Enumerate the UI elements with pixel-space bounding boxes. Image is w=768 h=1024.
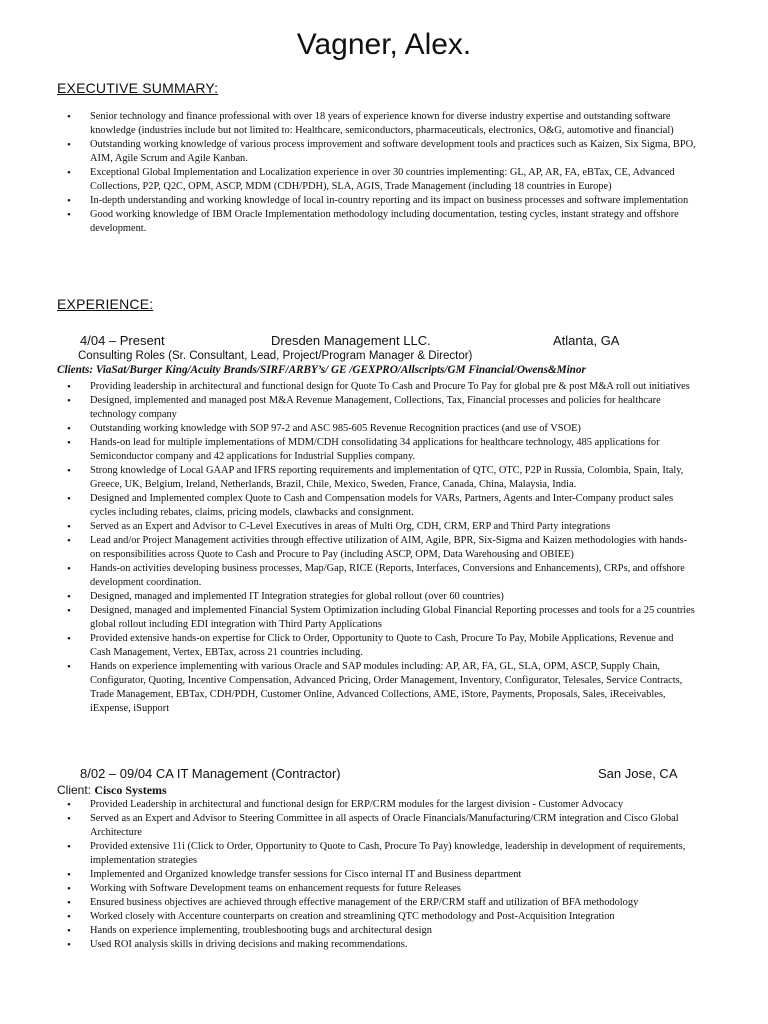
executive-summary-title: EXECUTIVE SUMMARY: [57, 80, 219, 96]
list-item: • In-depth understanding and working knowledge of local in-country reporting and its impact on business processes and software implementation [64, 194, 696, 208]
list-item: • Designed, managed and implemented Financial System Optimization including Global Financial Reporting processes and tools for a 25 countries global rollout including EDI integration with Third Party Applications [64, 604, 696, 632]
list-item: • Worked closely with Accenture counterparts on creation and streamlining QTC methodology and Post-Acquisition Integration [64, 910, 696, 924]
list-item: • Ensured business objectives are achieved through effective management of the ERP/CRM staff and utilization of BFA methodology [64, 896, 696, 910]
job-role: Consulting Roles (Sr. Consultant, Lead, Project/Program Manager & Director) [78, 350, 473, 362]
list-item: • Designed, managed and implemented IT Integration strategies for global rollout (over 60 countries) [64, 590, 696, 604]
list-item: • Outstanding working knowledge of various process improvement and software development tools and practices such as Kaizen, Six Sigma, BPO, AIM, Agile Scrum and Agile Kanban. [64, 138, 696, 166]
list-item: • Hands on experience implementing, troubleshooting bugs and architectural design [64, 924, 696, 938]
list-item: • Providing leadership in architectural and functional design for Quote To Cash and Procure To Pay for global pre & post M&A roll out initiatives [64, 380, 696, 394]
candidate-name: Vagner, Alex. [296, 28, 472, 61]
list-item: • Senior technology and finance professional with over 18 years of experience known for diverse industry expertise and outstanding software knowledge (industries include but not limited to: Healthcare, semiconductors, pharmaceuticals, electronics, O&G, automotive and financial) [64, 110, 696, 138]
list-item: • Hands-on lead for multiple implementations of MDM/CDH consolidating 34 applications for healthcare technology, 485 applications for Semiconductor company and 42 applications for Industrial Supplies company. [64, 436, 696, 464]
list-item: • Served as an Expert and Advisor to Steering Committee in all aspects of Oracle Financials/Manufacturing/CRM integration and Cisco Global Architecture [64, 812, 696, 840]
job-clients: Clients: ViaSat/Burger King/Acuity Brands/SIRF/ARBY’s/ GE /GEXPRO/Allscripts/GM Financial/Owens&Minor [57, 364, 586, 376]
executive-summary-list [64, 110, 696, 236]
job-bullet-list [64, 380, 696, 716]
list-item: • Lead and/or Project Management activities through effective utilization of AIM, Agile, BPR, Six-Sigma and Kaizen methodologies with hands-on responsibilities across Quote to Cash and Procure to Pay (including ASCP, OPM, Data Warehousing and OBIEE) [64, 534, 696, 562]
job-location: Atlanta, GA [553, 333, 620, 348]
list-item: • Hands on experience implementing with various Oracle and SAP modules including: AP, AR, FA, GL, SLA, OPM, ASCP, Supply Chain, Configurator, Quoting, Incentive Compensation, Advanced Pricing, Order Management, Inventory, Configurator, Telesales, Service Contracts, Trade Management, EBTax, CDH/PDH, Customer Online, Advanced Collections, AME, iStore, Payments, Proposals, Sales, iReceivables, iExpense, iSupport [64, 660, 696, 716]
list-item: • Good working knowledge of IBM Oracle Implementation methodology including documentation, testing cycles, instant strategy and offshore development. [64, 208, 696, 236]
list-item: • Designed and Implemented complex Quote to Cash and Compensation models for VARs, Partners, Agents and Inter-Company product sales cycles including rebates, claims, pricing models, clawbacks and consignment. [64, 492, 696, 520]
experience-title: EXPERIENCE: [57, 296, 154, 312]
list-item: • Provided extensive hands-on expertise for Click to Order, Opportunity to Quote to Cash, Procure To Pay, Mobile Applications, Revenue and Cash Management, Vertex, EBTax, across 21 countries including. [64, 632, 696, 660]
list-item: • Working with Software Development teams on enhancement requests for future Releases [64, 882, 696, 896]
list-item: • Implemented and Organized knowledge transfer sessions for Cisco internal IT and Business department [64, 868, 696, 882]
job-dates: 4/04 – Present [80, 333, 165, 348]
list-item: • Exceptional Global Implementation and Localization experience in over 30 countries implementing: GL, AP, AR, FA, eBTax, CE, Advanced Collections, P2P, Q2C, OPM, ASCP, MDM (CDH/PDH), SLA, AGIS, Trade Management (including 18 countries in Europe) [64, 166, 696, 194]
job-location: San Jose, CA [598, 766, 678, 781]
job-client [57, 783, 167, 798]
list-item: • Served as an Expert and Advisor to C-Level Executives in areas of Multi Org, CDH, CRM, ERP and Third Party integrations [64, 520, 696, 534]
job-bullet-list [64, 798, 696, 952]
list-item: • Outstanding working knowledge with SOP 97-2 and ASC 985-605 Revenue Recognition practices (and use of VSOE) [64, 422, 696, 436]
job-dates-company: 8/02 – 09/04 CA IT Management (Contractor) [80, 766, 341, 781]
list-item: • Designed, implemented and managed post M&A Revenue Management, Collections, Tax, Financial processes and policies for healthcare technology company [64, 394, 696, 422]
job-company: Dresden Management LLC. [271, 333, 431, 348]
client-name: Cisco Systems [94, 783, 167, 797]
list-item: • Provided Leadership in architectural and functional design for ERP/CRM modules for the largest division - Customer Advocacy [64, 798, 696, 812]
list-item: • Strong knowledge of Local GAAP and IFRS reporting requirements and implementation of QTC, OTC, P2P in Russia, Colombia, Spain, Italy, Greece, UK, Belgium, Ireland, Netherlands, Brazil, Chile, Mexico, Sweden, France, Canada, China, Malaysia, India. [64, 464, 696, 492]
list-item: • Used ROI analysis skills in driving decisions and making recommendations. [64, 938, 696, 952]
list-item: • Provided extensive 11i (Click to Order, Opportunity to Quote to Cash, Procure To Pay) knowledge, leadership in development of requirements, implementation strategies [64, 840, 696, 868]
list-item: • Hands-on activities developing business processes, Map/Gap, RICE (Reports, Interfaces, Conversions and Enhancements), CRPs, and offshore development coordination. [64, 562, 696, 590]
client-label: Client: [57, 783, 92, 797]
